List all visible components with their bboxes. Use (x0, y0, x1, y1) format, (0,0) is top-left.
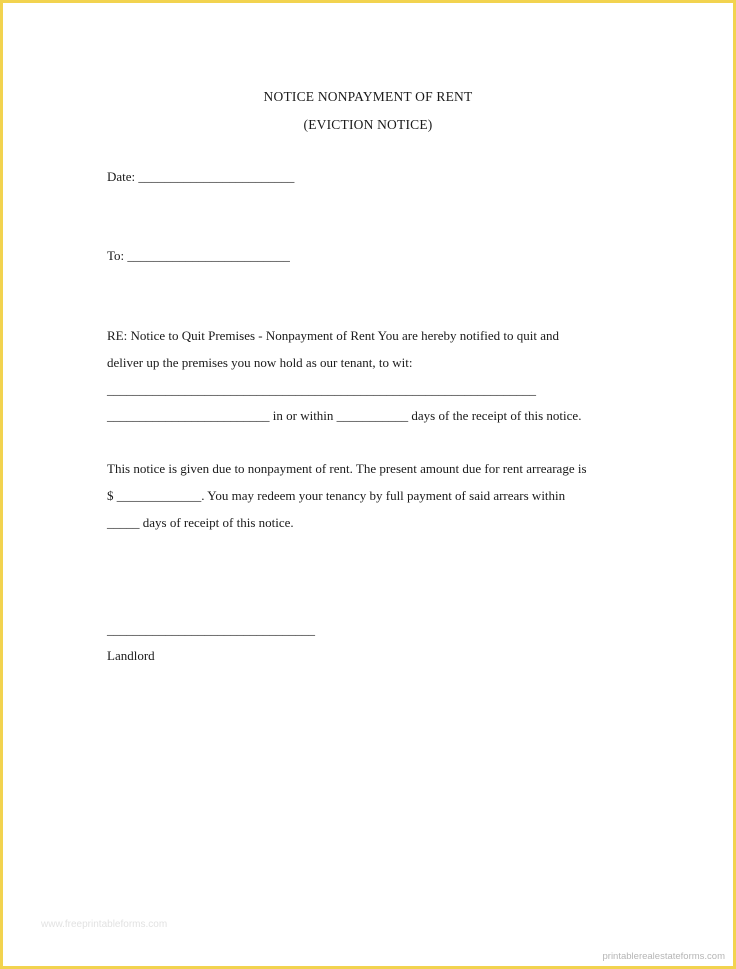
signature-line: ________________________________ (107, 622, 315, 637)
notice-line-2: $ _____________. You may redeem your tenancy by full payment of said arrears within (107, 488, 566, 503)
notice-line-3: _____ days of receipt of this notice. (107, 515, 294, 530)
quit-deadline-line: _________________________ in or within ___________ days of the receipt of this notice. (107, 408, 582, 423)
date-line: Date: ________________________ (107, 169, 295, 184)
watermark-left: www.freeprintableforms.com (41, 919, 168, 930)
re-line-1: RE: Notice to Quit Premises - Nonpayment of Rent You are hereby notified to quit and (107, 328, 560, 343)
re-line-2: deliver up the premises you now hold as our tenant, to wit: (107, 355, 413, 370)
document-subtitle: (EVICTION NOTICE) (303, 117, 433, 132)
notice-line-1: This notice is given due to nonpayment of rent. The present amount due for rent arrearage is (107, 461, 587, 476)
document-title: NOTICE NONPAYMENT OF RENT (263, 89, 473, 104)
premises-blank-line: __________________________________________________________________ (107, 382, 536, 397)
signature-label: Landlord (107, 648, 155, 663)
to-line: To: _________________________ (107, 248, 290, 263)
watermark-right: printablerealestateforms.com (602, 951, 725, 962)
